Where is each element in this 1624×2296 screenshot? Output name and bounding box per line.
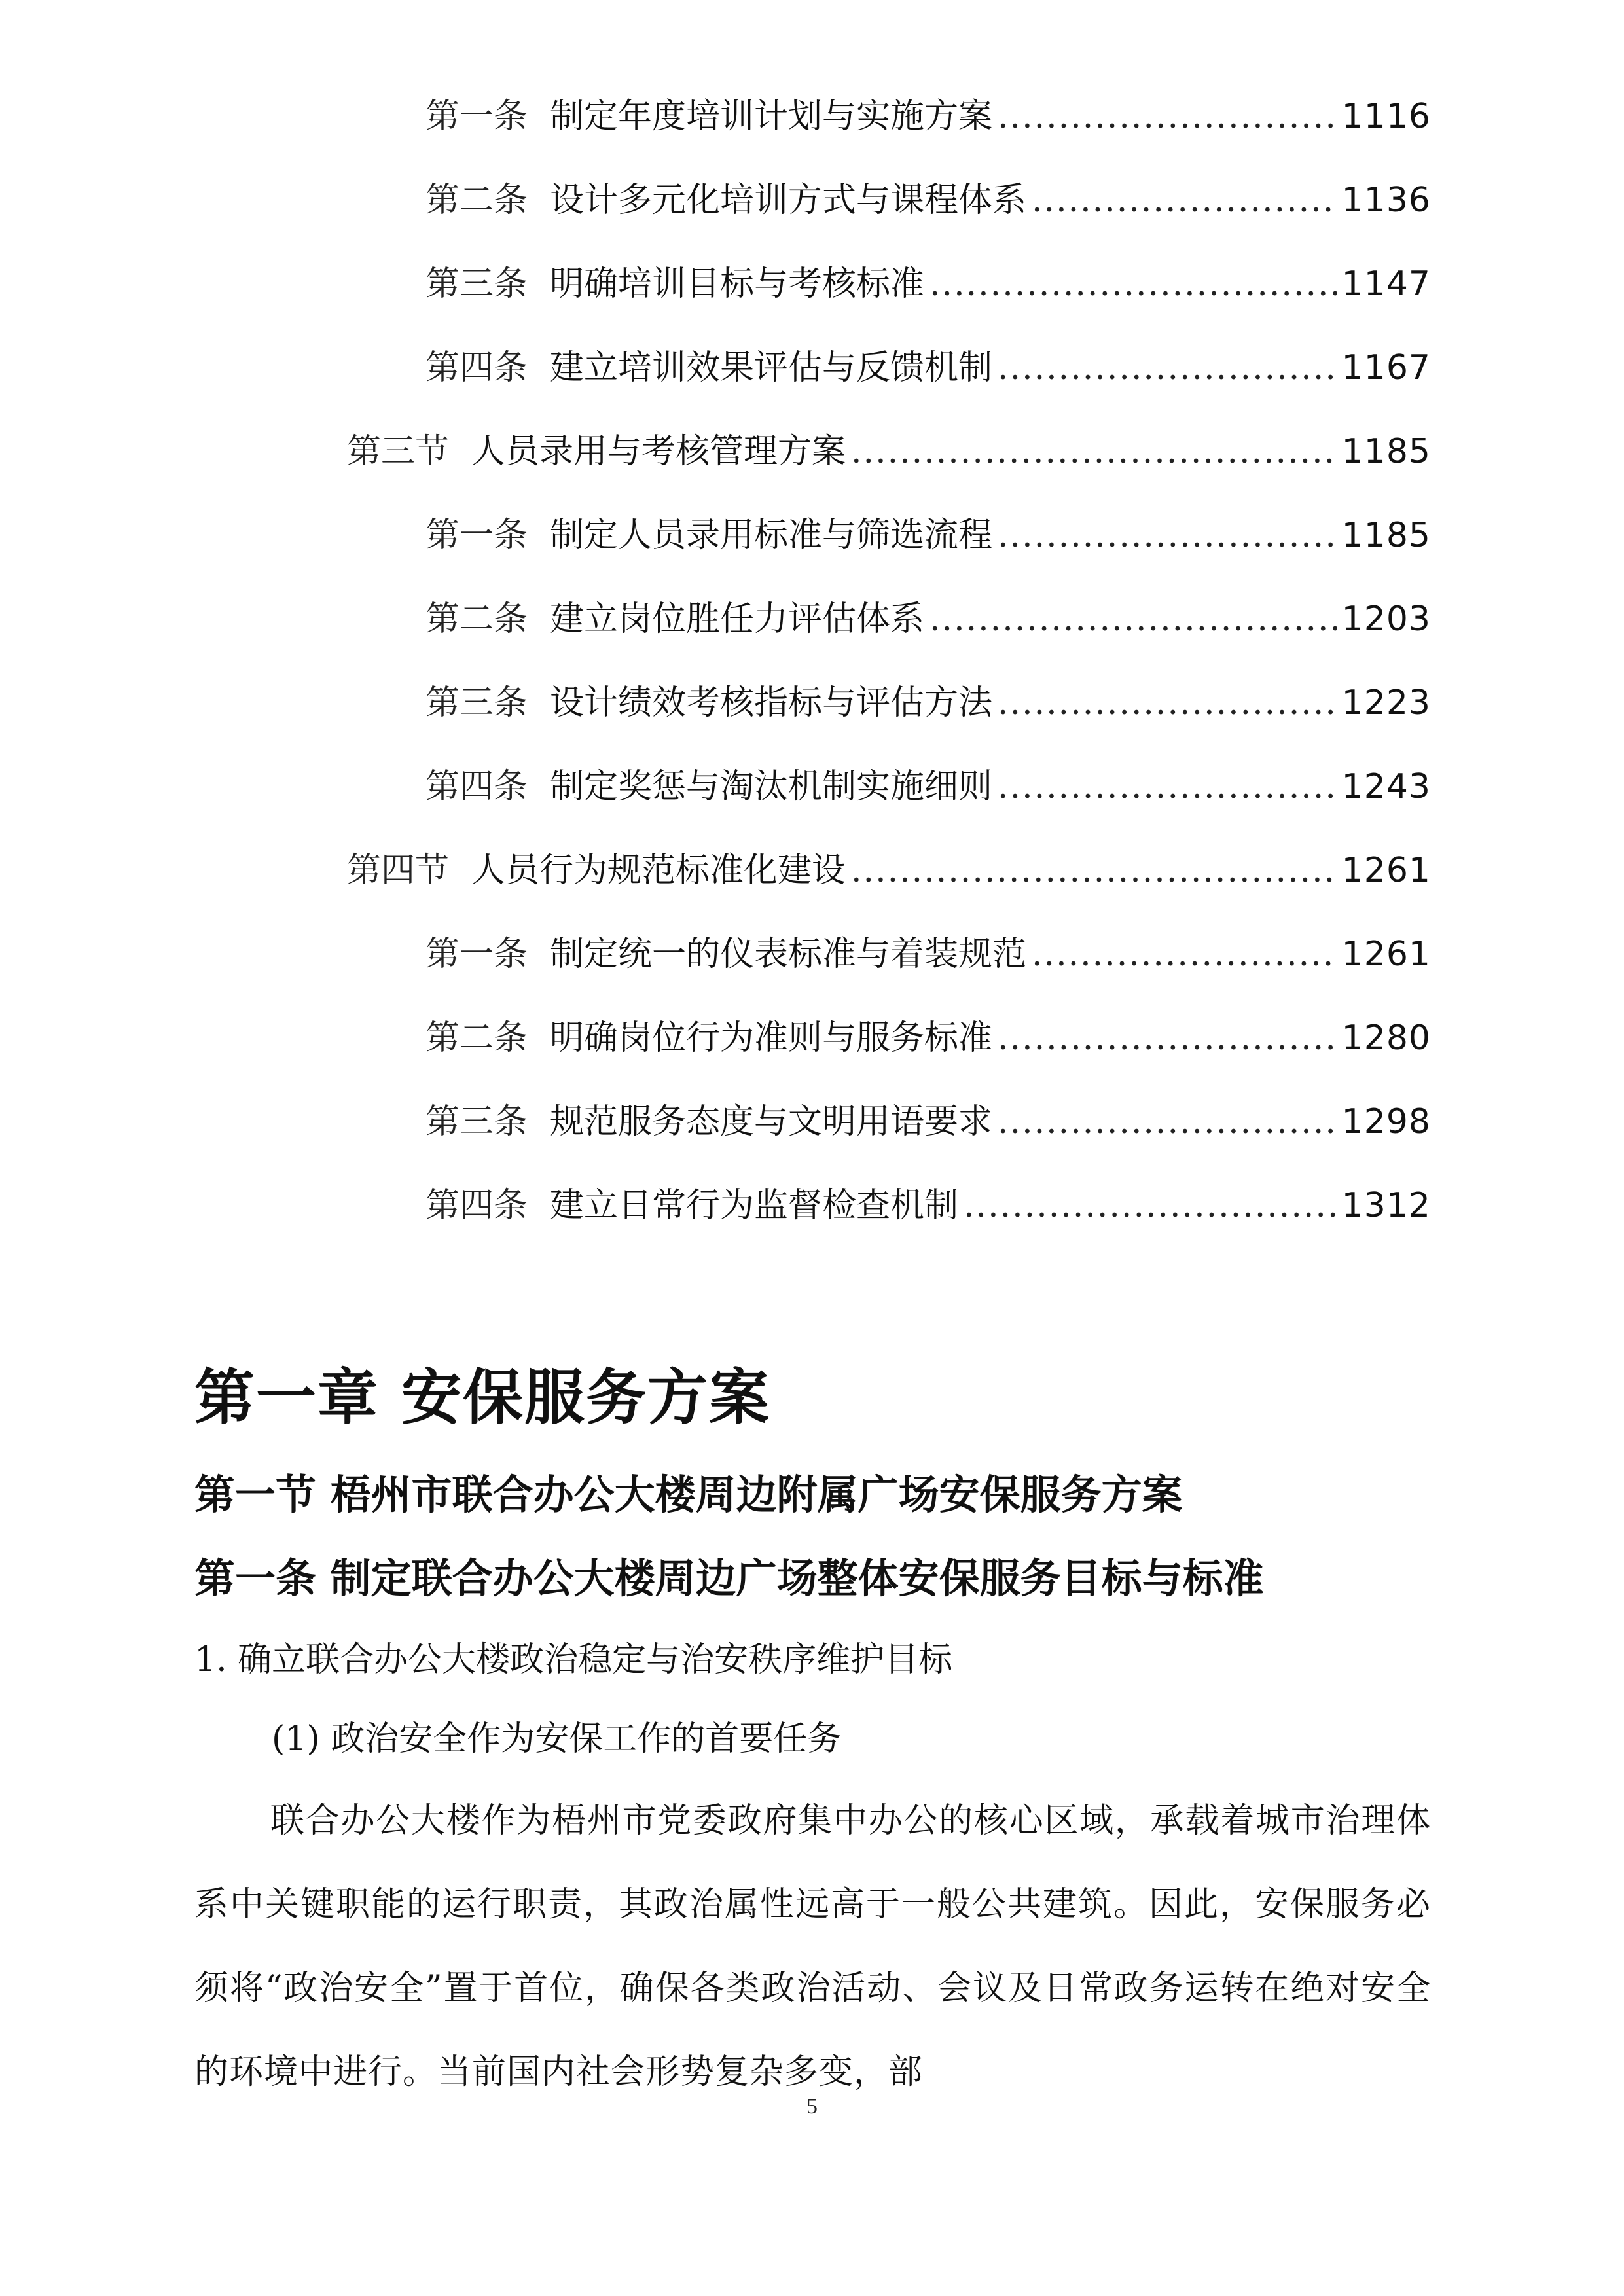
toc-entry-title: 建立岗位胜任力评估体系	[550, 600, 925, 639]
toc-entry[interactable]	[425, 670, 1431, 736]
toc-entry[interactable]	[425, 503, 1431, 568]
toc-entry-title: 人员行为规范标准化建设	[471, 851, 846, 890]
toc-entry-title: 规范服务态度与文明用语要求	[550, 1102, 993, 1141]
document-body	[194, 1342, 1431, 2114]
toc-entry-title: 制定人员录用标准与筛选流程	[550, 516, 993, 555]
toc-entry[interactable]	[425, 1173, 1431, 1238]
toc-entry-number: 第四条	[425, 348, 528, 387]
toc-entry-title: 制定统一的仪表标准与着装规范	[550, 935, 1027, 974]
toc-entry-number: 第二条	[425, 181, 528, 220]
toc-entry-page: 1261	[1341, 935, 1431, 974]
toc-entry-section[interactable]	[347, 419, 1431, 484]
toc-entry-number: 第二条	[425, 600, 528, 639]
toc-leader-dots	[998, 84, 1337, 149]
toc-entry-number: 第三节	[347, 432, 450, 471]
toc-entry-page: 1147	[1341, 264, 1431, 304]
toc-entry-page: 1261	[1341, 851, 1431, 890]
toc-leader-dots	[998, 754, 1337, 819]
toc-entry-page: 1185	[1341, 432, 1431, 471]
toc-entry[interactable]	[425, 1005, 1431, 1071]
toc-entry-page: 1185	[1341, 516, 1431, 555]
point-heading: 1. 确立联合办公大楼政治稳定与治安秩序维护目标	[194, 1640, 953, 1679]
toc-entry-page: 1136	[1341, 181, 1431, 220]
toc-entry-number: 第四条	[425, 1186, 528, 1225]
toc-entry-page: 1243	[1341, 767, 1431, 806]
toc-entry-number: 第三条	[425, 683, 528, 723]
toc-entry-page: 1298	[1341, 1102, 1431, 1141]
toc-entry-title: 明确岗位行为准则与服务标准	[550, 1018, 993, 1058]
toc-entry[interactable]	[425, 922, 1431, 987]
toc-entry-title: 建立培训效果评估与反馈机制	[550, 348, 993, 387]
toc-entry-title: 制定奖惩与淘汰机制实施细则	[550, 767, 993, 806]
toc-entry-title: 制定年度培训计划与实施方案	[550, 97, 993, 136]
toc-leader-dots	[998, 503, 1337, 568]
toc-entry-title: 设计绩效考核指标与评估方法	[550, 683, 993, 723]
toc-leader-dots	[851, 838, 1337, 903]
toc-leader-dots	[998, 335, 1337, 401]
toc-entry[interactable]	[425, 586, 1431, 652]
toc-entry-number: 第一条	[425, 516, 528, 555]
toc-entry-number: 第三条	[425, 1102, 528, 1141]
toc-leader-dots	[998, 1089, 1337, 1155]
toc-entry-number: 第一条	[425, 97, 528, 136]
sub-point-heading: (1) 政治安全作为安保工作的首要任务	[272, 1719, 842, 1759]
section-title: 第一节 梧州市联合办公大楼周边附属广场安保服务方案	[194, 1471, 1183, 1518]
toc-entry[interactable]	[425, 1089, 1431, 1155]
toc-entry-section[interactable]	[347, 838, 1431, 903]
toc-entry-number: 第三条	[425, 264, 528, 304]
toc-leader-dots	[998, 670, 1337, 736]
toc-leader-dots	[998, 1005, 1337, 1071]
toc-entry-number: 第四节	[347, 851, 450, 890]
toc-leader-dots	[851, 419, 1337, 484]
toc-entry[interactable]	[425, 168, 1431, 233]
toc-entry-title: 人员录用与考核管理方案	[471, 432, 846, 471]
toc-entry-page: 1203	[1341, 600, 1431, 639]
toc-entry-number: 第四条	[425, 767, 528, 806]
toc-entry-page: 1116	[1341, 97, 1431, 136]
toc-entry[interactable]	[425, 251, 1431, 317]
toc-entry-page: 1167	[1341, 348, 1431, 387]
toc-entry-title: 设计多元化培训方式与课程体系	[550, 181, 1027, 220]
page-number: 5	[806, 2094, 818, 2119]
toc-entry[interactable]	[425, 84, 1431, 149]
toc-leader-dots	[964, 1173, 1337, 1238]
body-paragraph: 联合办公大楼作为梧州市党委政府集中办公的核心区域，承载着城市治理体系中关键职能的运行职责，其政治属性远高于一般公共建筑。因此，安保服务必须将“政治安全”置于首位，确保各类政治活动、会议及日常政务运转在绝对安全的环境中进行。当前国内社会形势复杂多变，部	[194, 1801, 1431, 2092]
toc-leader-dots	[1032, 168, 1337, 233]
toc-leader-dots	[929, 586, 1337, 652]
toc-entry-number: 第一条	[425, 935, 528, 974]
toc-entry-title: 建立日常行为监督检查机制	[550, 1186, 959, 1225]
article-title: 第一条 制定联合办公大楼周边广场整体安保服务目标与标准	[194, 1554, 1264, 1602]
chapter-title: 第一章 安保服务方案	[194, 1362, 771, 1433]
toc-leader-dots	[1032, 922, 1337, 987]
toc-entry-number: 第二条	[425, 1018, 528, 1058]
toc-entry-page: 1280	[1341, 1018, 1431, 1058]
toc-entry[interactable]	[425, 754, 1431, 819]
toc-entry-page: 1312	[1341, 1186, 1431, 1225]
toc-entry-page: 1223	[1341, 683, 1431, 723]
toc-entry[interactable]	[425, 335, 1431, 401]
toc-leader-dots	[929, 251, 1337, 317]
toc-entry-title: 明确培训目标与考核标准	[550, 264, 925, 304]
